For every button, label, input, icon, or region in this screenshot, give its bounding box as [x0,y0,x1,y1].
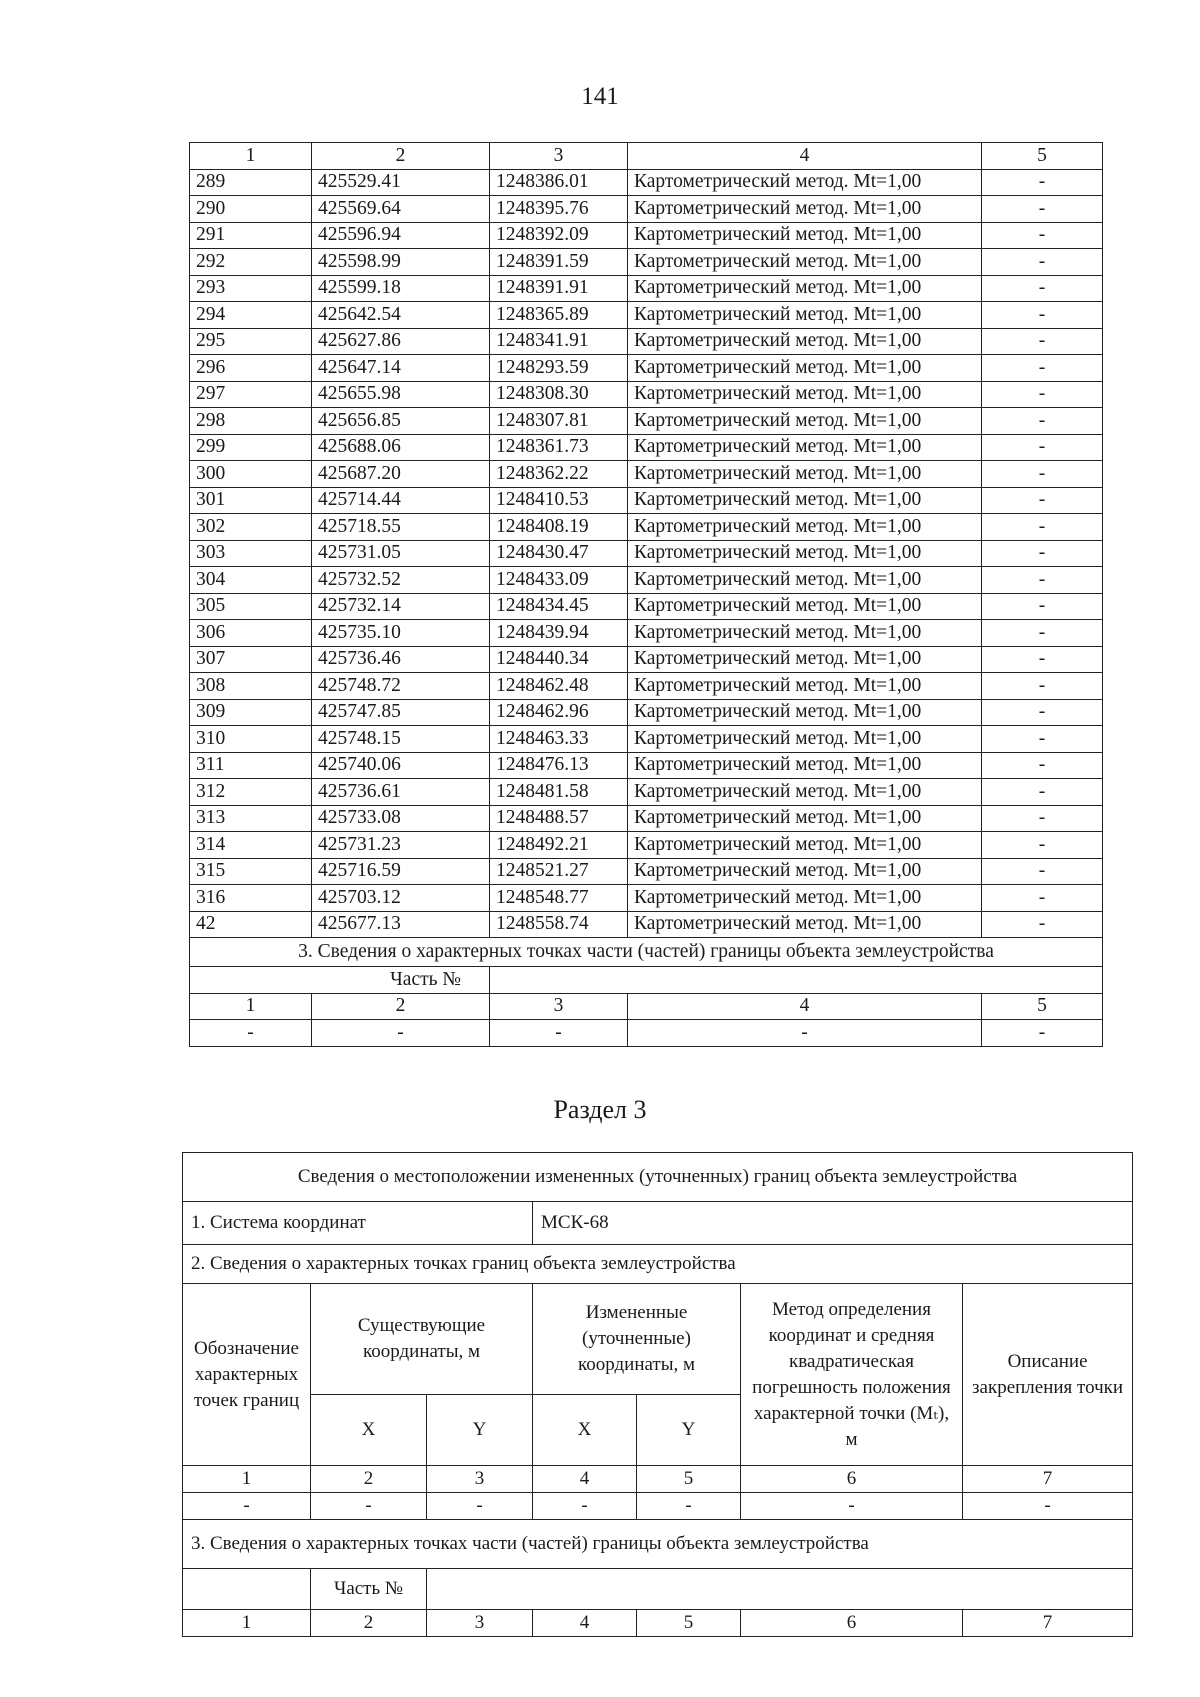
points-title-row [183,1245,1133,1284]
part-number-value [427,1569,1133,1610]
x-coordinate-cell: 425732.14 [312,593,490,620]
header-cell: 1 [183,1466,311,1493]
section-heading: Раздел 3 [553,1095,647,1124]
part-number-label: Часть № [311,1569,427,1610]
point-number-cell: 312 [190,779,312,806]
part-empty-row [190,1020,1103,1047]
table-row [190,302,1103,329]
changed-y-header: Y [637,1395,741,1466]
description-cell: - [982,355,1103,382]
point-number-cell: 42 [190,911,312,938]
y-coordinate-cell: 1248521.27 [490,858,628,885]
header-cell: 7 [963,1466,1133,1493]
y-coordinate-cell: 1248548.77 [490,885,628,912]
method-cell: Картометрический метод. Mt=1,00 [628,911,982,938]
point-number-cell: 309 [190,699,312,726]
method-cell: Картометрический метод. Mt=1,00 [628,249,982,276]
part3-title: 3. Сведения о характерных точках части (частей) границы объекта землеустройства [190,938,1103,967]
method-cell: Картометрический метод. Mt=1,00 [628,858,982,885]
header-cell: 4 [533,1466,637,1493]
point-number-cell: 310 [190,726,312,753]
point-number-cell: 294 [190,302,312,329]
coord-system-row [183,1202,1133,1245]
method-cell: Картометрический метод. Mt=1,00 [628,514,982,541]
method-cell: Картометрический метод. Mt=1,00 [628,620,982,647]
x-coordinate-cell: 425732.52 [312,567,490,594]
method-cell: Картометрический метод. Mt=1,00 [628,381,982,408]
header-cell: 5 [637,1466,741,1493]
y-coordinate-cell: 1248392.09 [490,222,628,249]
description-cell: - [982,222,1103,249]
table-row [190,779,1103,806]
x-coordinate-cell: 425598.99 [312,249,490,276]
x-coordinate-cell: 425747.85 [312,699,490,726]
description-cell: - [982,911,1103,938]
table2-title-row [183,1153,1133,1202]
table-row [190,355,1103,382]
table2-part3-title: 3. Сведения о характерных точках части (частей) границы объекта землеустройства [183,1520,1133,1569]
method-cell: Картометрический метод. Mt=1,00 [628,275,982,302]
table-row [190,805,1103,832]
empty-cell: - [982,1020,1103,1047]
part-number-spacer [183,1569,311,1610]
header-cell: 2 [312,143,490,170]
part-number-row [190,967,1103,994]
description-cell: - [982,620,1103,647]
table-row [190,249,1103,276]
description-cell: - [982,302,1103,329]
y-coordinate-cell: 1248362.22 [490,461,628,488]
y-coordinate-cell: 1248410.53 [490,487,628,514]
column-header-row [183,1284,1133,1395]
y-coordinate-cell: 1248558.74 [490,911,628,938]
table-row [190,275,1103,302]
method-cell: Картометрический метод. Mt=1,00 [628,567,982,594]
header-cell: 5 [982,993,1103,1020]
empty-cell: - [183,1493,311,1520]
method-cell: Картометрический метод. Mt=1,00 [628,408,982,435]
point-number-cell: 301 [190,487,312,514]
empty-cell: - [741,1493,963,1520]
header-cell: 7 [963,1610,1133,1637]
x-coordinate-cell: 425736.46 [312,646,490,673]
point-number-cell: 300 [190,461,312,488]
part-number-row [183,1569,1133,1610]
table-row [190,726,1103,753]
y-coordinate-cell: 1248488.57 [490,805,628,832]
y-coordinate-cell: 1248440.34 [490,646,628,673]
numbering-row [183,1466,1133,1493]
changed-boundaries-table [182,1152,1133,1637]
boundary-points-table [189,142,1103,1047]
description-cell: - [982,408,1103,435]
point-number-cell: 296 [190,355,312,382]
col-method: Метод определения координат и средняя квадратическая погрешность положения характерной точки (Mₜ), м [741,1284,963,1466]
col-designation: Обозначение характерных точек границ [183,1284,311,1466]
table-row [190,540,1103,567]
y-coordinate-cell: 1248308.30 [490,381,628,408]
existing-x-header: X [311,1395,427,1466]
x-coordinate-cell: 425642.54 [312,302,490,329]
description-cell: - [982,805,1103,832]
y-coordinate-cell: 1248395.76 [490,196,628,223]
y-coordinate-cell: 1248391.91 [490,275,628,302]
description-cell: - [982,249,1103,276]
method-cell: Картометрический метод. Mt=1,00 [628,487,982,514]
x-coordinate-cell: 425569.64 [312,196,490,223]
method-cell: Картометрический метод. Mt=1,00 [628,196,982,223]
table-row [190,434,1103,461]
x-coordinate-cell: 425731.05 [312,540,490,567]
y-coordinate-cell: 1248433.09 [490,567,628,594]
point-number-cell: 299 [190,434,312,461]
table-row [190,567,1103,594]
table-row [190,461,1103,488]
table-row [190,673,1103,700]
empty-cell: - [637,1493,741,1520]
header-cell: 5 [637,1610,741,1637]
table-row [190,487,1103,514]
table-row [190,593,1103,620]
method-cell: Картометрический метод. Mt=1,00 [628,540,982,567]
method-cell: Картометрический метод. Mt=1,00 [628,673,982,700]
point-number-cell: 290 [190,196,312,223]
x-coordinate-cell: 425599.18 [312,275,490,302]
x-coordinate-cell: 425677.13 [312,911,490,938]
empty-cell: - [963,1493,1133,1520]
header-cell: 3 [490,993,628,1020]
point-number-cell: 291 [190,222,312,249]
method-cell: Картометрический метод. Mt=1,00 [628,222,982,249]
header-cell: 4 [628,143,982,170]
point-number-cell: 306 [190,620,312,647]
description-cell: - [982,593,1103,620]
x-coordinate-cell: 425655.98 [312,381,490,408]
point-number-cell: 315 [190,858,312,885]
table-row [190,620,1103,647]
point-number-cell: 298 [190,408,312,435]
description-cell: - [982,487,1103,514]
point-number-cell: 297 [190,381,312,408]
part-number-value [490,967,1103,994]
description-cell: - [982,328,1103,355]
part3-title-row [190,938,1103,967]
col-existing-coordinates: Существующие координаты, м [311,1284,533,1395]
col-description: Описание закрепления точки [963,1284,1133,1466]
table-row [190,196,1103,223]
description-cell: - [982,514,1103,541]
header-cell: 3 [427,1610,533,1637]
point-number-cell: 308 [190,673,312,700]
points-title: 2. Сведения о характерных точках границ объекта землеустройства [183,1245,1133,1284]
part-sub-header-row [190,993,1103,1020]
y-coordinate-cell: 1248307.81 [490,408,628,435]
point-number-cell: 302 [190,514,312,541]
description-cell: - [982,779,1103,806]
x-coordinate-cell: 425740.06 [312,752,490,779]
method-cell: Картометрический метод. Mt=1,00 [628,699,982,726]
y-coordinate-cell: 1248439.94 [490,620,628,647]
part-number-label: Часть № [190,967,490,994]
point-number-cell: 313 [190,805,312,832]
point-number-cell: 304 [190,567,312,594]
description-cell: - [982,275,1103,302]
empty-cell: - [427,1493,533,1520]
x-coordinate-cell: 425656.85 [312,408,490,435]
x-coordinate-cell: 425596.94 [312,222,490,249]
description-cell: - [982,726,1103,753]
point-number-cell: 303 [190,540,312,567]
description-cell: - [982,567,1103,594]
method-cell: Картометрический метод. Mt=1,00 [628,885,982,912]
method-cell: Картометрический метод. Mt=1,00 [628,832,982,859]
y-coordinate-cell: 1248462.96 [490,699,628,726]
description-cell: - [982,699,1103,726]
y-coordinate-cell: 1248434.45 [490,593,628,620]
point-number-cell: 292 [190,249,312,276]
y-coordinate-cell: 1248361.73 [490,434,628,461]
y-coordinate-cell: 1248391.59 [490,249,628,276]
description-cell: - [982,646,1103,673]
empty-cell: - [628,1020,982,1047]
description-cell: - [982,461,1103,488]
existing-y-header: Y [427,1395,533,1466]
header-cell: 6 [741,1466,963,1493]
table-row [190,752,1103,779]
header-cell: 1 [190,143,312,170]
table-row [190,911,1103,938]
point-number-cell: 307 [190,646,312,673]
coord-system-label: 1. Система координат [183,1202,533,1245]
point-number-cell: 314 [190,832,312,859]
table-row [190,381,1103,408]
y-coordinate-cell: 1248341.91 [490,328,628,355]
description-cell: - [982,169,1103,196]
x-coordinate-cell: 425731.23 [312,832,490,859]
header-cell: 5 [982,143,1103,170]
method-cell: Картометрический метод. Mt=1,00 [628,593,982,620]
point-number-cell: 295 [190,328,312,355]
table2-title: Сведения о местоположении измененных (уточненных) границ объекта землеустройства [183,1153,1133,1202]
table-header-row [190,143,1103,170]
table-row [190,832,1103,859]
x-coordinate-cell: 425688.06 [312,434,490,461]
point-number-cell: 311 [190,752,312,779]
x-coordinate-cell: 425703.12 [312,885,490,912]
y-coordinate-cell: 1248293.59 [490,355,628,382]
x-coordinate-cell: 425718.55 [312,514,490,541]
y-coordinate-cell: 1248463.33 [490,726,628,753]
table-row [190,699,1103,726]
header-cell: 2 [311,1466,427,1493]
changed-x-header: X [533,1395,637,1466]
x-coordinate-cell: 425716.59 [312,858,490,885]
method-cell: Картометрический метод. Mt=1,00 [628,328,982,355]
empty-cell: - [312,1020,490,1047]
header-cell: 2 [312,993,490,1020]
method-cell: Картометрический метод. Mt=1,00 [628,805,982,832]
x-coordinate-cell: 425714.44 [312,487,490,514]
empty-cell: - [190,1020,312,1047]
method-cell: Картометрический метод. Mt=1,00 [628,726,982,753]
y-coordinate-cell: 1248462.48 [490,673,628,700]
empty-cell: - [311,1493,427,1520]
header-cell: 1 [190,993,312,1020]
empty-cell: - [533,1493,637,1520]
x-coordinate-cell: 425748.72 [312,673,490,700]
description-cell: - [982,540,1103,567]
y-coordinate-cell: 1248386.01 [490,169,628,196]
table-row [190,222,1103,249]
y-coordinate-cell: 1248408.19 [490,514,628,541]
y-coordinate-cell: 1248365.89 [490,302,628,329]
point-number-cell: 316 [190,885,312,912]
coord-system-value: МСК-68 [533,1202,1133,1245]
table-row [190,408,1103,435]
y-coordinate-cell: 1248481.58 [490,779,628,806]
y-coordinate-cell: 1248476.13 [490,752,628,779]
method-cell: Картометрический метод. Mt=1,00 [628,752,982,779]
page-number: 141 [581,83,619,110]
x-coordinate-cell: 425647.14 [312,355,490,382]
method-cell: Картометрический метод. Mt=1,00 [628,355,982,382]
x-coordinate-cell: 425627.86 [312,328,490,355]
header-cell: 2 [311,1610,427,1637]
description-cell: - [982,832,1103,859]
table-row [190,328,1103,355]
header-cell: 3 [490,143,628,170]
description-cell: - [982,752,1103,779]
description-cell: - [982,196,1103,223]
description-cell: - [982,381,1103,408]
table-row [190,514,1103,541]
header-cell: 4 [533,1610,637,1637]
table-row [190,169,1103,196]
table-row [190,646,1103,673]
point-number-cell: 305 [190,593,312,620]
table-row [190,885,1103,912]
x-coordinate-cell: 425687.20 [312,461,490,488]
y-coordinate-cell: 1248492.21 [490,832,628,859]
point-number-cell: 289 [190,169,312,196]
bottom-header-row [183,1610,1133,1637]
method-cell: Картометрический метод. Mt=1,00 [628,434,982,461]
part3-title-row [183,1520,1133,1569]
empty-row [183,1493,1133,1520]
description-cell: - [982,885,1103,912]
description-cell: - [982,858,1103,885]
method-cell: Картометрический метод. Mt=1,00 [628,169,982,196]
point-number-cell: 293 [190,275,312,302]
x-coordinate-cell: 425736.61 [312,779,490,806]
header-cell: 4 [628,993,982,1020]
method-cell: Картометрический метод. Mt=1,00 [628,779,982,806]
x-coordinate-cell: 425748.15 [312,726,490,753]
col-changed-coordinates: Измененные (уточненные) координаты, м [533,1284,741,1395]
x-coordinate-cell: 425735.10 [312,620,490,647]
description-cell: - [982,434,1103,461]
header-cell: 1 [183,1610,311,1637]
method-cell: Картометрический метод. Mt=1,00 [628,646,982,673]
x-coordinate-cell: 425529.41 [312,169,490,196]
method-cell: Картометрический метод. Mt=1,00 [628,302,982,329]
y-coordinate-cell: 1248430.47 [490,540,628,567]
method-cell: Картометрический метод. Mt=1,00 [628,461,982,488]
header-cell: 6 [741,1610,963,1637]
table-row [190,858,1103,885]
x-coordinate-cell: 425733.08 [312,805,490,832]
description-cell: - [982,673,1103,700]
header-cell: 3 [427,1466,533,1493]
empty-cell: - [490,1020,628,1047]
